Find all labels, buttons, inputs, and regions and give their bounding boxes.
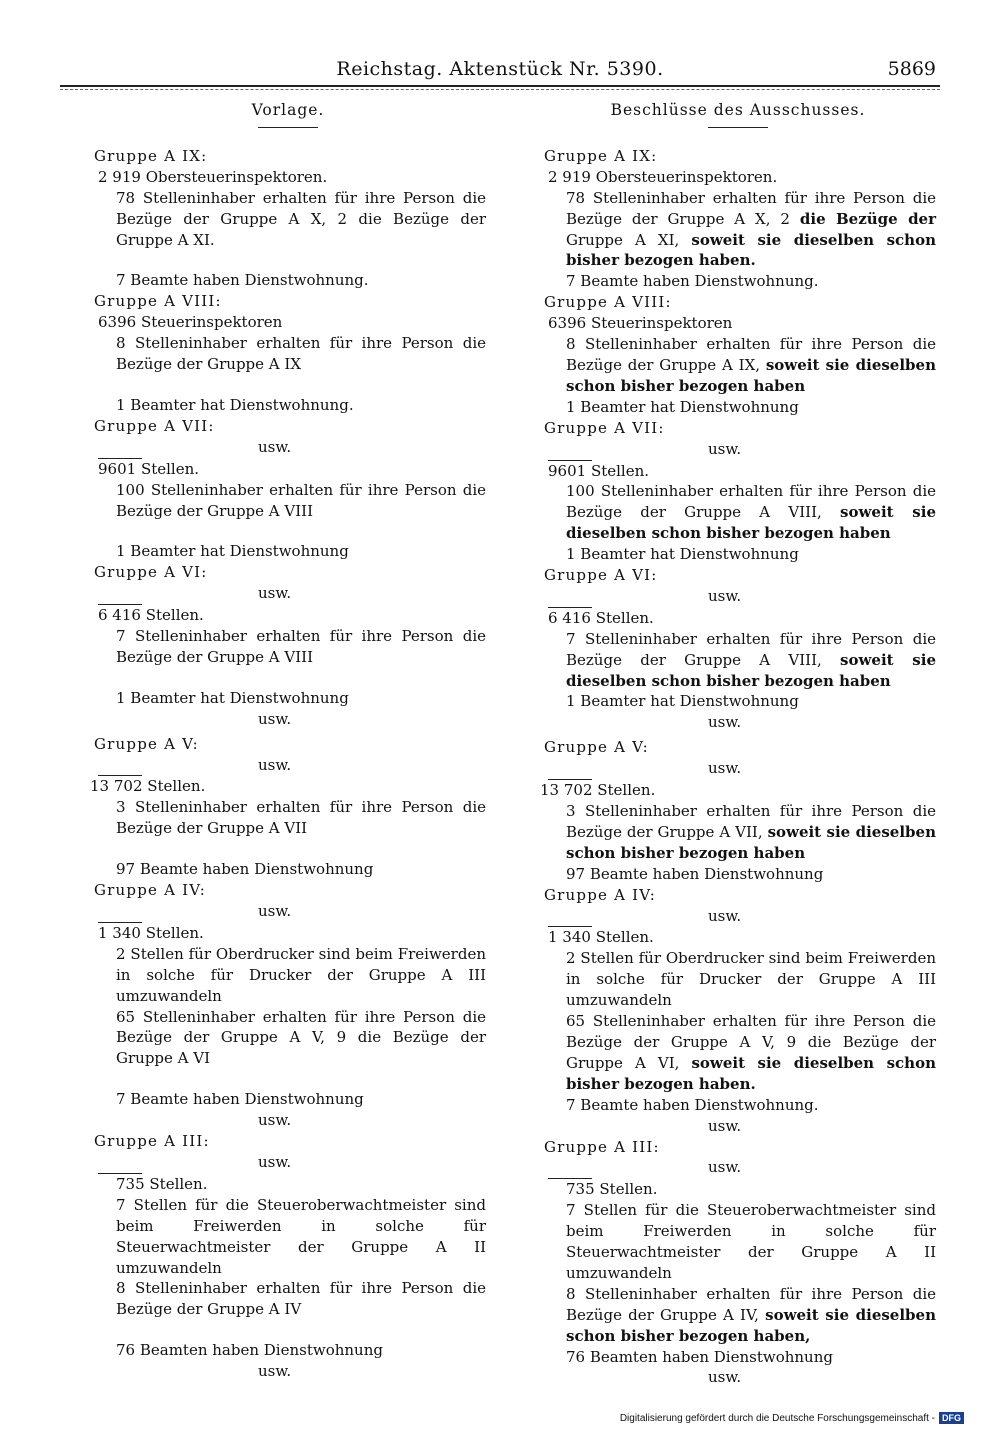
dienstwohnung-line: 1 Beamter hat Dienstwohnung (566, 545, 799, 564)
dienstwohnung-line: 1 Beamter hat Dienstwohnung. (116, 395, 354, 414)
usw-line: usw. (708, 906, 742, 925)
group-heading: Gruppe A VI: (94, 563, 208, 582)
group-heading: Gruppe A VIII: (544, 293, 672, 312)
amendment-text: soweit sie dieselben schon bisher bezogen haben (566, 650, 936, 690)
paragraph: 100 Stelleninhaber erhalten für ihre Person die Bezüge der Gruppe A VIII (116, 480, 486, 520)
posts-line: 9601 Stellen. (98, 459, 200, 478)
dienstwohnung-line: 76 Beamten haben Dienstwohnung (566, 1347, 833, 1366)
text-span: 8 Stelleninhaber erhalten für ihre Person die Bezüge der Gruppe A IX, (566, 335, 936, 374)
amendment-text: die Bezüge der (799, 209, 936, 228)
usw-line: usw. (708, 1368, 742, 1387)
group-heading: Gruppe A IX: (544, 146, 658, 165)
paragraph: 8 Stelleninhaber erhalten für ihre Person die Bezüge der Gruppe A IV (116, 1279, 486, 1319)
usw-line: usw. (258, 1152, 292, 1171)
usw-line: usw. (258, 902, 292, 920)
dienstwohnung-line: 97 Beamte haben Dienstwohnung (116, 860, 374, 879)
right-column-heading: Beschlüsse des Ausschusses. (610, 101, 866, 119)
dienstwohnung-line: 97 Beamte haben Dienstwohnung (566, 864, 824, 883)
paragraph: 7 Stellen für die Steueroberwachtmeister sind beim Freiwerden in solche für Steuerwachtmeister der Gruppe A II umzuwandeln (566, 1201, 936, 1282)
text-span: 78 Stelleninhaber erhalten für ihre Person die Bezüge der Gruppe A X, 2 (566, 188, 936, 228)
group-heading: Gruppe A IV: (544, 885, 656, 904)
posts-line: 2 919 Obersteuerinspektoren. (98, 167, 328, 186)
group-heading: Gruppe A VIII: (94, 292, 222, 311)
usw-line: usw. (708, 586, 742, 605)
amendment-text: soweit sie dieselben schon bisher bezogen haben (566, 355, 936, 395)
posts-line: 2 919 Obersteuerinspektoren. (548, 167, 778, 186)
paragraph: 3 Stelleninhaber erhalten für ihre Person die Bezüge der Gruppe A VII (116, 798, 486, 838)
posts-line: 735 Stellen. (566, 1180, 658, 1199)
group-heading: Gruppe A VII: (544, 418, 665, 437)
dienstwohnung-line: 1 Beamter hat Dienstwohnung (566, 692, 799, 711)
usw-line: usw. (258, 1362, 292, 1381)
dienstwohnung-line: 7 Beamte haben Dienstwohnung (116, 1090, 364, 1109)
group-heading: Gruppe A IV: (94, 881, 206, 900)
dienstwohnung-line: 1 Beamter hat Dienstwohnung (116, 542, 349, 561)
text-span: Gruppe A XI, (566, 230, 692, 249)
posts-line: 13 702 Stellen. (540, 781, 656, 800)
paragraph (540, 1284, 936, 1347)
dienstwohnung-line: 1 Beamter hat Dienstwohnung (566, 397, 799, 416)
right-heading-rule (708, 127, 768, 128)
group-heading: Gruppe A V: (94, 734, 199, 753)
usw-line: usw. (258, 1111, 292, 1130)
dienstwohnung-line: 7 Beamte haben Dienstwohnung. (116, 271, 369, 290)
footer-credit (620, 1412, 964, 1424)
dienstwohnung-line: 1 Beamter hat Dienstwohnung (116, 688, 349, 707)
usw-line: usw. (708, 1158, 742, 1177)
paragraph: 7 Stellen für die Steueroberwachtmeister sind beim Freiwerden in solche für Steuerwachtmeister der Gruppe A II umzuwandeln (116, 1195, 486, 1277)
paragraph (540, 801, 936, 864)
header-rule-dashed (60, 89, 940, 90)
posts-line: 1 340 Stellen. (548, 928, 654, 947)
page-number: 5869 (887, 58, 936, 80)
footer-text: Digitalisierung gefördert durch die Deutsche Forschungsgemeinschaft - (619, 1413, 935, 1424)
paragraph: 65 Stelleninhaber erhalten für ihre Person die Bezüge der Gruppe A V, 9 die Bezüge der Gruppe A VI (116, 1007, 486, 1068)
posts-line: 6396 Steuerinspektoren (548, 314, 733, 333)
dienstwohnung-line: 7 Beamte haben Dienstwohnung. (566, 1095, 819, 1114)
dienstwohnung-line: 7 Beamte haben Dienstwohnung. (566, 272, 819, 291)
left-column (90, 100, 486, 1382)
posts-line: 1 340 Stellen. (98, 923, 204, 942)
dienstwohnung-line: 76 Beamten haben Dienstwohnung (116, 1341, 383, 1360)
text-span: 7 Stelleninhaber erhalten für ihre Person die Bezüge der Gruppe A VIII, (566, 629, 936, 669)
left-heading-rule (258, 127, 318, 128)
text-span: 100 Stelleninhaber erhalten für ihre Person die Bezüge der Gruppe A VIII, (566, 482, 936, 522)
amendment-text: soweit sie dieselben schon bisher bezogen haben (566, 822, 936, 862)
usw-line: usw. (258, 709, 292, 728)
usw-line: usw. (708, 439, 742, 458)
group-heading: Gruppe A III: (94, 1132, 210, 1151)
paragraph (540, 1011, 936, 1095)
paragraph: 7 Stelleninhaber erhalten für ihre Person die Bezüge der Gruppe A VIII (116, 627, 486, 666)
usw-line: usw. (258, 437, 292, 456)
text-span: 8 Stelleninhaber erhalten für ihre Person die Bezüge der Gruppe A IV, (566, 1284, 936, 1324)
header-rule (60, 85, 940, 87)
paragraph (540, 188, 936, 272)
usw-line: usw. (708, 1116, 742, 1135)
group-heading: Gruppe A VI: (544, 566, 658, 585)
paragraph (540, 334, 936, 397)
posts-line: 6396 Steuerinspektoren (98, 313, 283, 332)
posts-line: 13 702 Stellen. (90, 777, 206, 796)
posts-line: 9601 Stellen. (548, 461, 650, 480)
paragraph: 8 Stelleninhaber erhalten für ihre Person die Bezüge der Gruppe A IX (116, 334, 486, 374)
paragraph: 2 Stellen für Oberdrucker sind beim Freiwerden in solche für Drucker der Gruppe A III umzuwandeln (566, 949, 936, 1010)
text-span: 65 Stelleninhaber erhalten für ihre Person die Bezüge der Gruppe A V, 9 die Bezüge der Gruppe A VI, (566, 1012, 936, 1072)
page-header (60, 58, 940, 84)
usw-line: usw. (258, 755, 292, 774)
group-heading: Gruppe A VII: (94, 416, 215, 435)
text-span: 3 Stelleninhaber erhalten für ihre Person die Bezüge der Gruppe A VII, (566, 802, 936, 841)
amendment-text: soweit sie dieselben schon bisher bezogen haben (566, 503, 936, 543)
group-heading: Gruppe A III: (544, 1137, 660, 1156)
posts-line: 6 416 Stellen. (98, 606, 204, 625)
right-column (540, 100, 936, 1388)
paragraph (540, 481, 936, 544)
paragraph: 2 Stellen für Oberdrucker sind beim Freiwerden in solche für Drucker der Gruppe A III umzuwandeln (116, 944, 486, 1005)
header-title: Reichstag. Aktenstück Nr. 5390. (336, 58, 664, 80)
amendment-text: soweit sie dieselben schon bisher bezogen haben. (566, 1053, 937, 1093)
posts-line: 6 416 Stellen. (548, 608, 654, 627)
usw-line: usw. (708, 759, 742, 778)
group-heading: Gruppe A V: (544, 738, 649, 757)
usw-line: usw. (258, 584, 292, 603)
paragraph (540, 629, 936, 692)
amendment-text: soweit sie dieselben schon bisher bezogen haben, (566, 1305, 936, 1345)
amendment-text: soweit sie dieselben schon bisher bezogen haben. (566, 230, 937, 270)
dfg-logo: DFG (939, 1412, 964, 1424)
posts-line: 735 Stellen. (116, 1174, 208, 1193)
usw-line: usw. (708, 713, 742, 732)
left-column-heading: Vorlage. (251, 101, 325, 119)
paragraph: 78 Stelleninhaber erhalten für ihre Person die Bezüge der Gruppe A X, 2 die Bezüge der Gruppe A XI. (116, 188, 486, 249)
group-heading: Gruppe A IX: (94, 146, 208, 165)
